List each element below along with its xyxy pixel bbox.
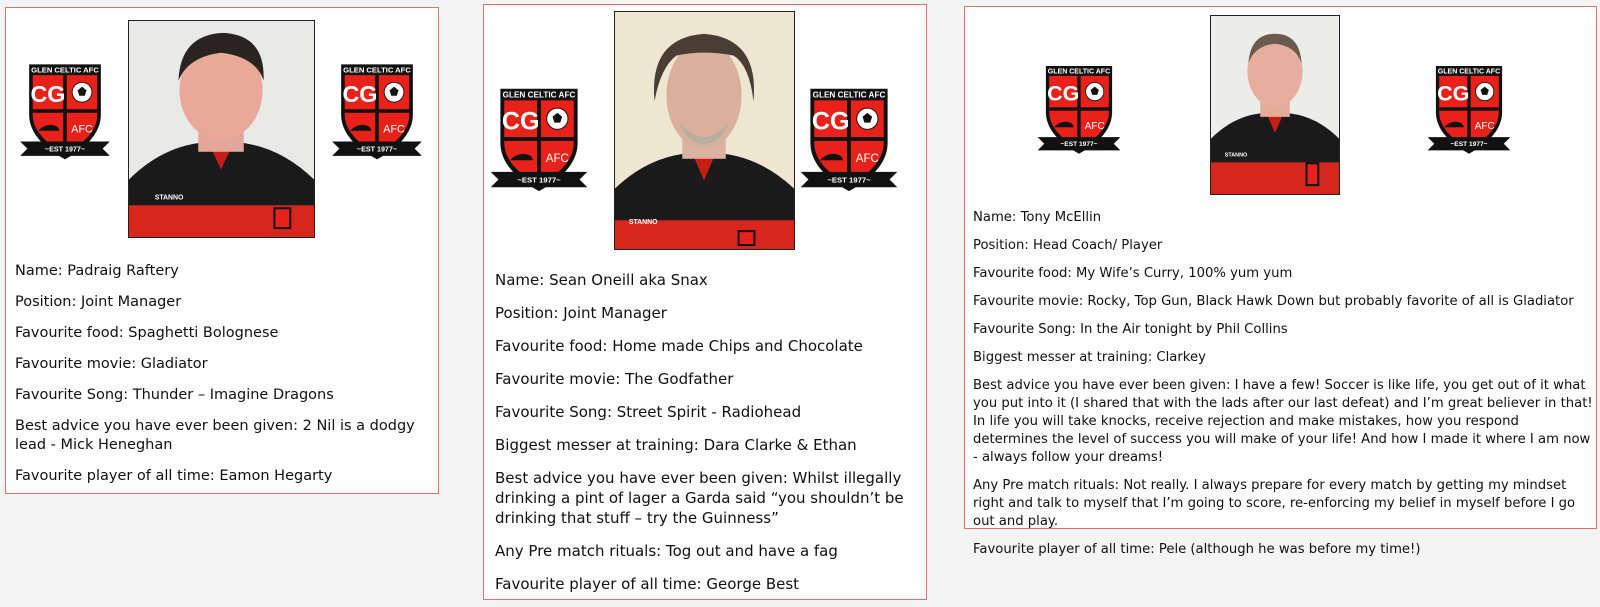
person-photo-icon <box>615 12 794 249</box>
field-pre-match-rituals: Any Pre match rituals: Tog out and have a fag <box>495 542 838 560</box>
field-best-advice: Best advice you have ever been given: I have a few! Soccer is like life, you get out of it what you put into it (I shared that with the lads after our last defeat) and I’m great believer in that! In life you will take knocks, receive rejection and make mistakes, how you respond determines the level of success you will make of your life! And how I made it where I am now - always follow your dreams! <box>973 378 1593 465</box>
svg-text:~EST 1977~: ~EST 1977~ <box>356 145 398 154</box>
field-biggest-messer: Biggest messer at training: Dara Clarke & Ethan <box>495 436 857 454</box>
svg-text:STANNO: STANNO <box>1224 152 1248 159</box>
svg-text:CG: CG <box>1437 81 1470 106</box>
svg-text:AFC: AFC <box>383 123 405 136</box>
svg-text:AFC: AFC <box>1084 120 1105 132</box>
svg-text:CG: CG <box>811 107 850 136</box>
crest-icon <box>800 83 898 195</box>
svg-text:~EST 1977~: ~EST 1977~ <box>827 175 871 185</box>
svg-text:CG: CG <box>1047 81 1080 106</box>
svg-text:STANNO: STANNO <box>154 194 184 202</box>
crest-icon <box>1427 61 1511 157</box>
person-photo-icon <box>129 21 314 237</box>
crest-icon <box>332 59 422 163</box>
field-name: Name: Sean Oneill aka Snax <box>495 271 708 289</box>
svg-text:CG: CG <box>30 81 66 108</box>
field-name: Name: Padraig Raftery <box>15 263 179 279</box>
svg-text:~EST 1977~: ~EST 1977~ <box>1060 141 1098 149</box>
field-favourite-movie: Favourite movie: The Godfather <box>495 370 734 388</box>
crest-icon <box>20 59 110 163</box>
field-favourite-movie: Favourite movie: Rocky, Top Gun, Black Hawk Down but probably favorite of all is Gladiator <box>973 294 1574 309</box>
field-favourite-song: Favourite Song: Street Spirit - Radiohead <box>495 403 802 421</box>
field-best-advice: Best advice you have ever been given: 2 Nil is a dodgy lead - Mick Heneghan <box>15 418 415 453</box>
profile-card-sean-oneill <box>483 4 927 600</box>
profile-info <box>495 270 921 607</box>
crest-icon <box>1037 61 1121 157</box>
field-name: Name: Tony McEllin <box>973 210 1102 225</box>
club-crest-left <box>490 83 588 195</box>
svg-text:GLEN CELTIC AFC: GLEN CELTIC AFC <box>812 90 886 100</box>
svg-text:AFC: AFC <box>1474 120 1495 132</box>
profile-info <box>973 209 1593 569</box>
person-photo-icon <box>1211 16 1339 194</box>
svg-text:GLEN CELTIC AFC: GLEN CELTIC AFC <box>31 65 99 75</box>
field-biggest-messer: Biggest messer at training: Clarkey <box>973 350 1206 365</box>
svg-text:CG: CG <box>342 81 378 108</box>
field-favourite-player: Favourite player of all time: Eamon Hegarty <box>15 468 333 484</box>
profile-photo <box>614 11 795 250</box>
field-favourite-food: Favourite food: Spaghetti Bolognese <box>15 325 279 341</box>
svg-text:GLEN CELTIC AFC: GLEN CELTIC AFC <box>343 65 411 75</box>
field-favourite-song: Favourite Song: In the Air tonight by Phil Collins <box>973 322 1288 337</box>
club-crest-right <box>332 59 422 163</box>
field-favourite-food: Favourite food: My Wife’s Curry, 100% yum yum <box>973 266 1293 281</box>
field-favourite-player: Favourite player of all time: George Best <box>495 575 800 593</box>
field-favourite-food: Favourite food: Home made Chips and Chocolate <box>495 337 863 355</box>
crest-icon <box>490 83 588 195</box>
svg-text:GLEN CELTIC AFC: GLEN CELTIC AFC <box>1047 68 1111 76</box>
profile-card-tony-mcellin <box>964 6 1597 557</box>
svg-text:CG: CG <box>501 107 540 136</box>
club-crest-left <box>1037 61 1121 157</box>
svg-text:AFC: AFC <box>545 153 569 166</box>
field-pre-match-rituals: Any Pre match rituals: Not really. I always prepare for every match by getting my mindset right and talk to myself that I’m going to score, re-enforcing my belief in myself before I go out and play. <box>973 478 1576 529</box>
svg-text:AFC: AFC <box>71 123 93 136</box>
svg-text:AFC: AFC <box>855 153 879 166</box>
club-crest-right <box>1427 61 1511 157</box>
club-crest-right <box>800 83 898 195</box>
field-favourite-player: Favourite player of all time: Pele (although he was before my time!) <box>973 542 1421 557</box>
svg-text:~EST 1977~: ~EST 1977~ <box>44 145 86 154</box>
profile-info <box>15 262 429 498</box>
field-position: Position: Joint Manager <box>495 304 667 322</box>
field-favourite-song: Favourite Song: Thunder – Imagine Dragons <box>15 387 334 403</box>
club-crest-left <box>20 59 110 163</box>
svg-text:GLEN CELTIC AFC: GLEN CELTIC AFC <box>1437 68 1501 76</box>
svg-text:~EST 1977~: ~EST 1977~ <box>517 175 561 185</box>
field-position: Position: Joint Manager <box>15 294 182 310</box>
svg-text:GLEN CELTIC AFC: GLEN CELTIC AFC <box>502 90 576 100</box>
field-best-advice: Best advice you have ever been given: Whilst illegally drinking a pint of lager a Garda said “you shouldn’t be drinking that stuff – try the Guinness” <box>495 469 904 527</box>
svg-text:~EST 1977~: ~EST 1977~ <box>1450 141 1488 149</box>
profile-photo <box>1210 15 1340 195</box>
svg-text:STANNO: STANNO <box>628 219 658 227</box>
profile-card-padraig-raftery <box>5 7 439 494</box>
profile-photo <box>128 20 315 238</box>
field-favourite-movie: Favourite movie: Gladiator <box>15 356 208 372</box>
field-position: Position: Head Coach/ Player <box>973 238 1163 253</box>
